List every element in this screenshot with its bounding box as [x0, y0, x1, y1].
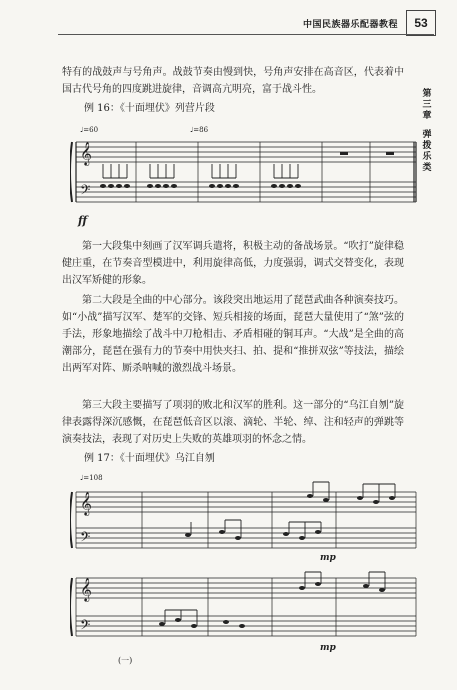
- example-17-title: 例 17：《十面埋伏》乌江自刎: [84, 453, 215, 464]
- book-title: 中国民族器乐配器教程: [302, 19, 398, 30]
- chapter-title: 弹拨乐类: [420, 129, 431, 173]
- paragraph-intro: 特有的战鼓声与号角声。战鼓节奏由慢到快，号角声安排在高音区，代表着中国古代号角的四度跳进旋律，音调高亢明亮，富于战斗性。: [62, 67, 404, 95]
- dynamic-mark-2: mp: [320, 553, 336, 563]
- chapter-label: 第三章: [420, 88, 431, 121]
- paragraph-section-2: 第二大段是全曲的中心部分。该段突出地运用了琵琶武曲各种演奏技巧。如“小战”描写汉军、楚军的交锋、短兵相接的场面，琵琶大量使用了“煞”弦的手法，形象地描绘了战斗中刀枪相击、矛盾相碰的铜耳声。“大战”是全曲的高潮部分，琵琶在强有力的节奏中用快夹扫、拍、提和“推拼双弦”等技法，描绘出两军对阵、厮杀呐喊的激烈战斗场景。: [62, 295, 404, 374]
- svg-text:𝄞: 𝄞: [80, 491, 92, 515]
- tempo-mark-2: ♩=86: [190, 126, 209, 134]
- svg-text:𝄢: 𝄢: [80, 182, 91, 201]
- music-score-example-16: [70, 124, 422, 230]
- running-header: [280, 14, 398, 32]
- paragraph-section-3: 第三大段主要描写了项羽的败北和汉军的胜利。这一部分的“乌江自刎”旋律表露得深沉感慨，在琵琶低音区以滚、滴轮、半轮、绰、注和轻声的弹跳等演奏技法，表现了对历史上失败的英雄项羽的怀念之情。: [62, 400, 404, 445]
- svg-text:𝄞: 𝄞: [80, 577, 92, 601]
- dynamic-mark: ff: [78, 214, 88, 227]
- tempo-mark-3: ♩=108: [80, 474, 103, 482]
- footer-mark: (一): [118, 656, 133, 665]
- svg-text:𝄢: 𝄢: [80, 617, 91, 636]
- page-number-text: 53: [414, 16, 428, 30]
- tempo-mark-1: ♩=60: [80, 126, 99, 134]
- paragraph-section-1: 第一大段集中刻画了汉军调兵遣将，积极主动的备战场景。“吹打”旋律稳健庄重，在节奏音型模进中，利用旋律高低，力度强弱，调式交替变化，表现出汉军矫健的形象。: [62, 241, 404, 286]
- page-number: [406, 10, 436, 36]
- header-rule: [58, 34, 434, 35]
- music-score-example-17-b: [70, 566, 422, 654]
- example-16-title: 例 16：《十面埋伏》列营片段: [84, 103, 215, 114]
- music-score-example-17-a: [70, 472, 422, 564]
- dynamic-mark-3: mp: [320, 643, 336, 653]
- svg-text:𝄞: 𝄞: [80, 141, 92, 165]
- svg-text:𝄢: 𝄢: [80, 529, 91, 548]
